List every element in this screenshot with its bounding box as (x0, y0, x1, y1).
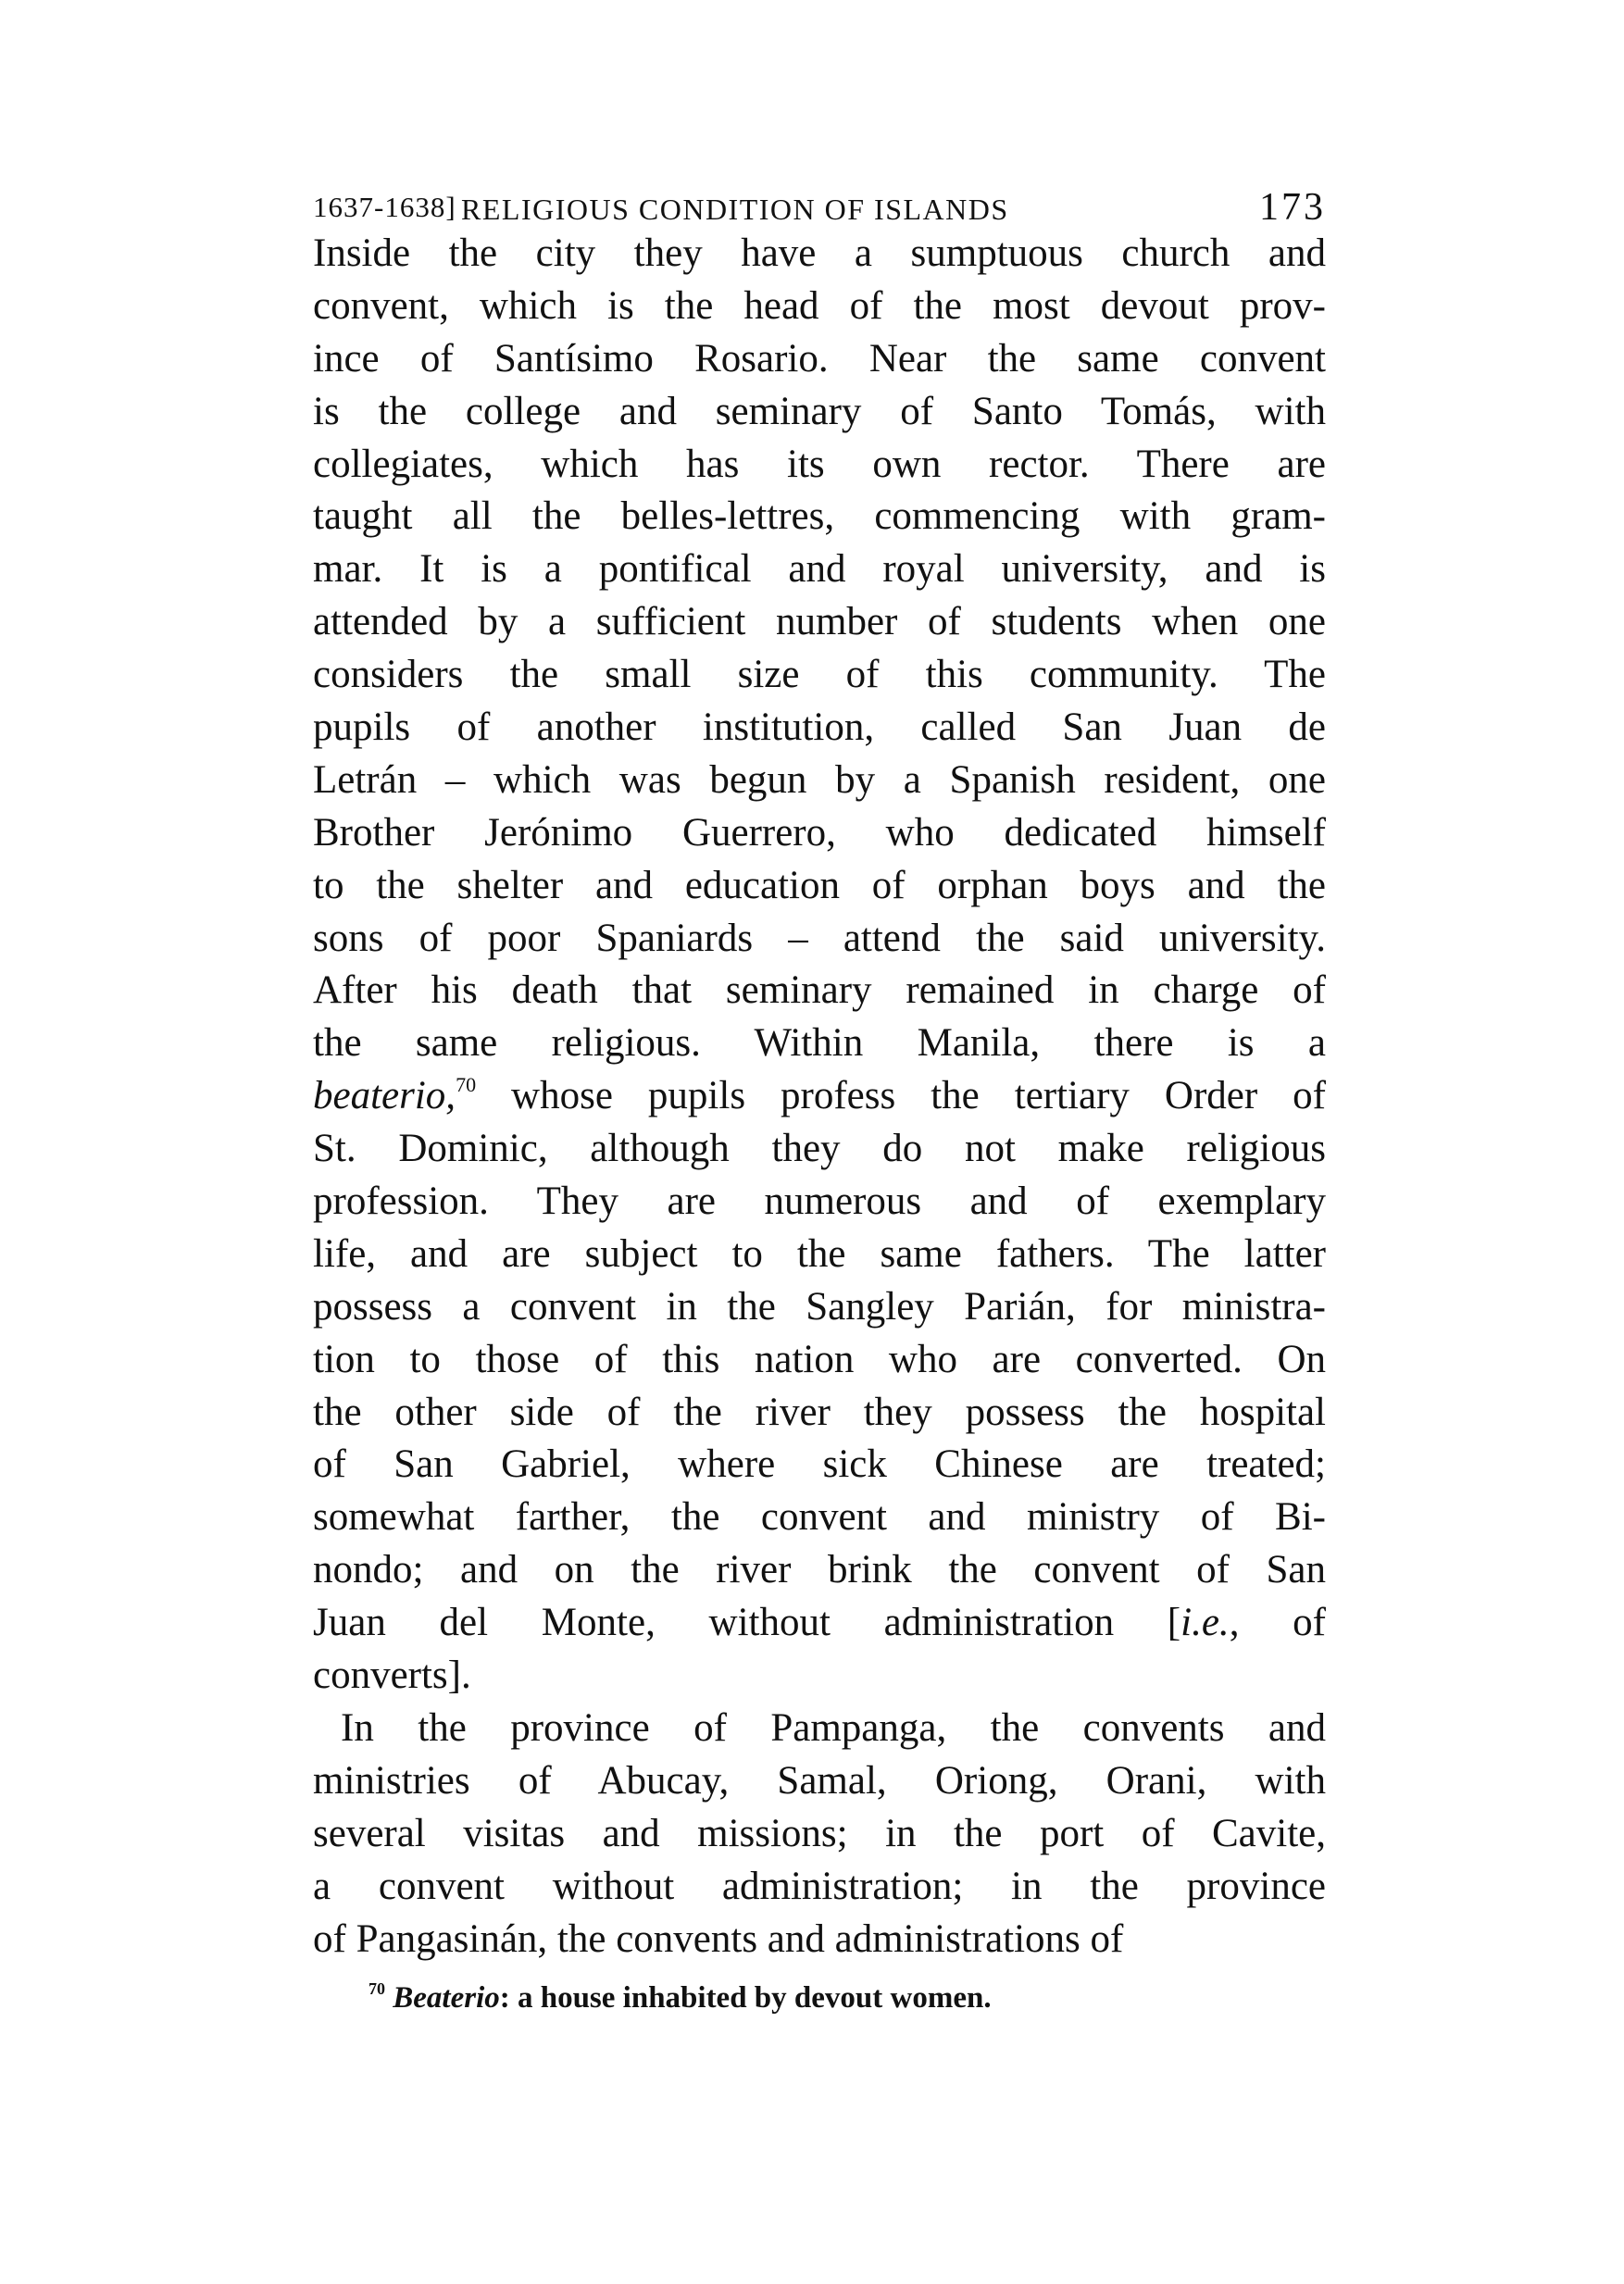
text-segment: St. Dominic, although they do not make religious (313, 1127, 1326, 1171)
body-text (313, 228, 1326, 1966)
text-segment: convent, which is the head of the most devout prov- (313, 283, 1326, 328)
page-number: 173 (1259, 186, 1326, 229)
text-segment: of Pangasinán, the convents and administrations of (313, 1916, 1124, 1961)
text-segment: Brother Jerónimo Guerrero, who dedicated himself (313, 810, 1326, 855)
text-segment: mar. It is a pontifical and royal university, and is (313, 547, 1326, 592)
text-segment: sons of poor Spaniards – attend the said university. (313, 916, 1326, 960)
footnote-ref: 70 (456, 1073, 477, 1097)
text-line (313, 228, 1326, 281)
text-line (313, 1703, 1326, 1755)
text-segment: of San Gabriel, where sick Chinese are treated; (313, 1442, 1326, 1487)
text-line (313, 1281, 1326, 1334)
text-line (313, 439, 1326, 492)
text-line (313, 281, 1326, 333)
text-segment: considers the small size of this community. The (313, 653, 1326, 697)
text-segment: In the province of Pampanga, the convents and (341, 1705, 1326, 1750)
text-segment: beaterio, (313, 1074, 456, 1118)
text-segment: attended by a sufficient number of students when one (313, 600, 1326, 644)
text-segment: ince of Santísimo Rosario. Near the same convent (313, 336, 1326, 381)
text-segment: pupils of another institution, called San Juan de (313, 705, 1326, 750)
text-segment: nondo; and on the river brink the convent of San (313, 1548, 1326, 1592)
text-segment: whose pupils profess the tertiary Order of (476, 1074, 1326, 1118)
text-segment: Inside the city they have a sumptuous church and (313, 231, 1326, 275)
text-line (313, 1597, 1326, 1650)
text-line (313, 1491, 1326, 1544)
text-line (313, 807, 1326, 860)
footnote-number: 70 (369, 1979, 385, 1998)
text-segment: is the college and seminary of Santo Tomás, with (313, 389, 1326, 433)
text-line (313, 860, 1326, 913)
text-line (313, 1070, 1326, 1123)
footnote-term: Beaterio (393, 1981, 500, 2015)
text-line (313, 1387, 1326, 1440)
header-title: RELIGIOUS CONDITION OF ISLANDS (461, 193, 1009, 226)
text-segment: , of (1229, 1601, 1326, 1645)
text-line (313, 333, 1326, 386)
footnote (369, 1981, 992, 2016)
text-line (313, 913, 1326, 966)
text-segment: the other side of the river they possess the hospital (313, 1390, 1326, 1434)
text-line (313, 1439, 1326, 1491)
text-segment: i.e. (1181, 1601, 1230, 1645)
text-line (313, 1017, 1326, 1070)
text-segment: somewhat farther, the convent and ministry of Bi- (313, 1495, 1326, 1540)
text-line (313, 1914, 1326, 1966)
text-line (313, 702, 1326, 755)
text-segment: possess a convent in the Sangley Parián, for ministra- (313, 1284, 1326, 1329)
text-segment: After his death that seminary remained in charge of (313, 968, 1326, 1013)
text-line (313, 755, 1326, 807)
text-line (313, 543, 1326, 596)
text-line (313, 1861, 1326, 1914)
text-line (313, 596, 1326, 649)
text-line (313, 386, 1326, 439)
text-line (313, 1334, 1326, 1387)
text-line (313, 1544, 1326, 1597)
text-segment: to the shelter and education of orphan boys and the (313, 863, 1326, 907)
text-segment: taught all the belles-lettres, commencing with gram- (313, 494, 1326, 539)
text-segment: Letrán – which was begun by a Spanish resident, one (313, 757, 1326, 802)
text-segment: a convent without administration; in the province (313, 1864, 1326, 1908)
text-line (313, 1808, 1326, 1861)
header-years: 1637-1638] (313, 191, 456, 223)
footnote-text: : a house inhabited by devout women. (499, 1981, 992, 2015)
text-segment: converts]. (313, 1654, 471, 1698)
text-line (313, 649, 1326, 702)
text-segment: collegiates, which has its own rector. There are (313, 442, 1326, 486)
text-line (313, 1755, 1326, 1808)
text-segment: several visitas and missions; in the port of Cavite, (313, 1811, 1326, 1855)
text-segment: the same religious. Within Manila, there is a (313, 1021, 1326, 1066)
text-line (313, 1229, 1326, 1281)
text-segment: ministries of Abucay, Samal, Oriong, Orani, with (313, 1758, 1326, 1803)
text-segment: tion to those of this nation who are converted. On (313, 1337, 1326, 1381)
text-line (313, 1123, 1326, 1176)
text-segment: profession. They are numerous and of exemplary (313, 1179, 1326, 1224)
text-segment: Juan del Monte, without administration [ (313, 1601, 1181, 1645)
text-segment: life, and are subject to the same fathers. The latter (313, 1231, 1326, 1276)
text-line (313, 965, 1326, 1017)
running-header (313, 185, 1326, 231)
text-line (313, 1650, 1326, 1703)
text-line (313, 1176, 1326, 1229)
text-line (313, 491, 1326, 543)
